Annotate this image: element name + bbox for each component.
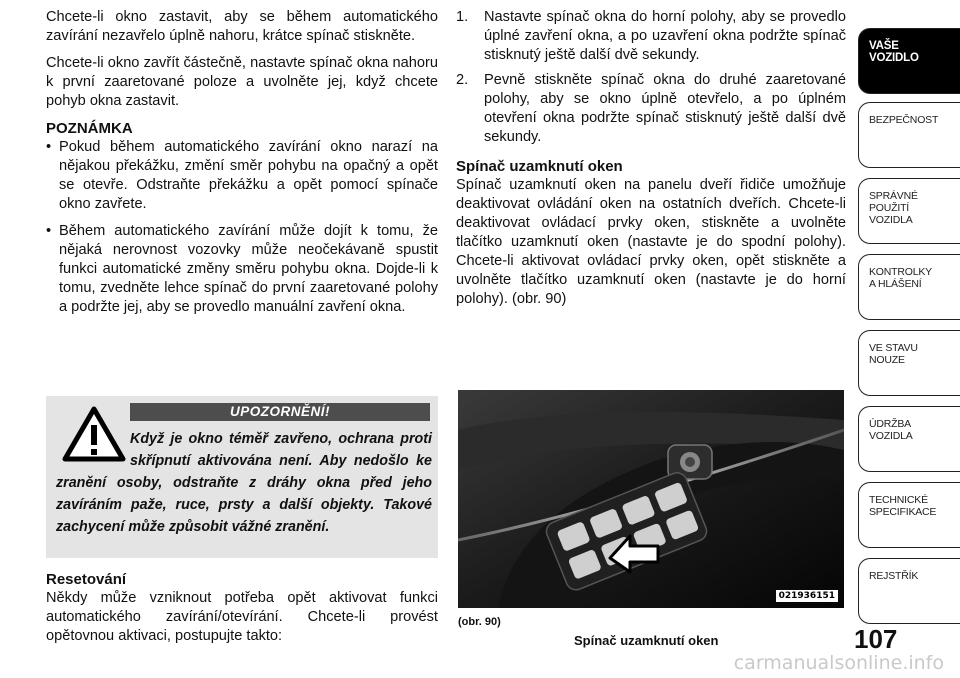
note-bullet (46, 138, 438, 214)
warning-icon-spacer (56, 428, 130, 472)
left-column (46, 8, 438, 325)
right-column (456, 8, 846, 317)
step-item (456, 8, 846, 65)
tab-bezpecnost[interactable]: BEZPEČNOST (858, 102, 960, 168)
reset-heading: Resetování (46, 571, 127, 588)
reset-text: Někdy může vzniknout potřeba opět aktivovat funkci automatického zavírání/otevírání. Chcete-li provést opětovnou aktivaci, postupujte takto: (46, 590, 438, 644)
bullet-dot: • (46, 223, 52, 239)
window-lock-text: Spínač uzamknutí oken na panelu dveří řidiče umožňuje deaktivovat ovládání oken na ostatních dveřích. Chcete-li deaktivovat ovládací prvky oken, stiskněte a uvolněte tlačítko uzamknutí oken (nastavte je do spodní polohy). Chcete-li aktivovat ovládací prvky oken, opět stiskněte a uvolněte tlačítko uzamknutí oken (nastavte je do horní polohy). (obr. 90) (456, 177, 846, 307)
step-number: 2. (456, 72, 469, 88)
step-text: Pevně stiskněte spínač okna do druhé zaaretované polohy, aby se okno úplně otevřelo, a po úplném otevření okna podržte spínač stisknutý ještě další dvě sekundy. (484, 72, 846, 145)
warning-text: Když je okno téměř zavřeno, ochrana proti skřípnutí aktivována není. Aby nedošlo ke zranění osoby, odstraňte z dráhy okna před jeho zavíráním paže, ruce, prsty a další objekty. Takové zachycení může způsobit vážné zranění. (56, 431, 432, 535)
note-bullet-text: Během automatického zavírání může dojít k tomu, že nějaká nerovnost vozovky může neočekávaně spustit funkci automatické změny směru pohybu okna. Dojde-li k tomu, zvedněte lehce spínač do první zaaretované polohy a podržte jej, aby se provedlo manuální zavření okna. (59, 223, 438, 315)
tab-udrzba[interactable]: ÚDRŽBA VOZIDLA (858, 406, 960, 472)
warning-text-block (56, 428, 432, 538)
page-number: 107 (854, 624, 898, 654)
reset-section (46, 570, 438, 654)
note-bullet (46, 222, 438, 317)
tab-ve-stavu-nouze[interactable]: VE STAVU NOUZE (858, 330, 960, 396)
tab-technicke-specifikace[interactable]: TECHNICKÉ SPECIFIKACE (858, 482, 960, 548)
step-text: Nastavte spínač okna do horní polohy, aby se provedlo úplné zavření okna, a po uzavření okna podržte spínač stisknutý ještě další dvě sekundy. (484, 9, 846, 63)
figure-window-lock-switch (458, 390, 844, 608)
figure-reference: (obr. 90) (458, 616, 501, 628)
step-item (456, 71, 846, 147)
paragraph-stop-window: Chcete-li okno zastavit, aby se během automatického zavírání nezavřelo úplně nahoru, krátce spínač stiskněte. (46, 9, 438, 44)
tab-rejstrik[interactable]: REJSTŘÍK (858, 558, 960, 624)
figure-code: 021936151 (776, 590, 838, 602)
figure-caption: Spínač uzamknutí oken (574, 633, 719, 648)
window-lock-heading: Spínač uzamknutí oken (456, 158, 623, 175)
note-heading: POZNÁMKA (46, 120, 133, 137)
paragraph-partial-close: Chcete-li okno zavřít částečně, nastavte spínač okna nahoru k první zaaretované poloze a uvolněte jej, když chcete pohyb okna zastavit. (46, 55, 438, 109)
warning-box (46, 396, 438, 558)
bullet-dot: • (46, 139, 52, 155)
warning-title: UPOZORNĚNÍ! (130, 403, 430, 421)
tab-kontrolky[interactable]: KONTROLKY A HLÁŠENÍ (858, 254, 960, 320)
tab-vase-vozidlo[interactable]: VAŠE VOZIDLO (858, 28, 960, 94)
tab-spravne-pouziti[interactable]: SPRÁVNÉ POUŽITÍ VOZIDLA (858, 178, 960, 244)
step-number: 1. (456, 9, 469, 25)
note-bullet-text: Pokud během automatického zavírání okno narazí na nějakou překážku, změní směr pohybu na opačný a opět se otevře. Odstraňte překážku a opět pomocí spínače okno zavřete. (59, 139, 438, 212)
watermark: carmanualsonline.info (733, 652, 944, 674)
door-panel-photo (458, 390, 844, 608)
